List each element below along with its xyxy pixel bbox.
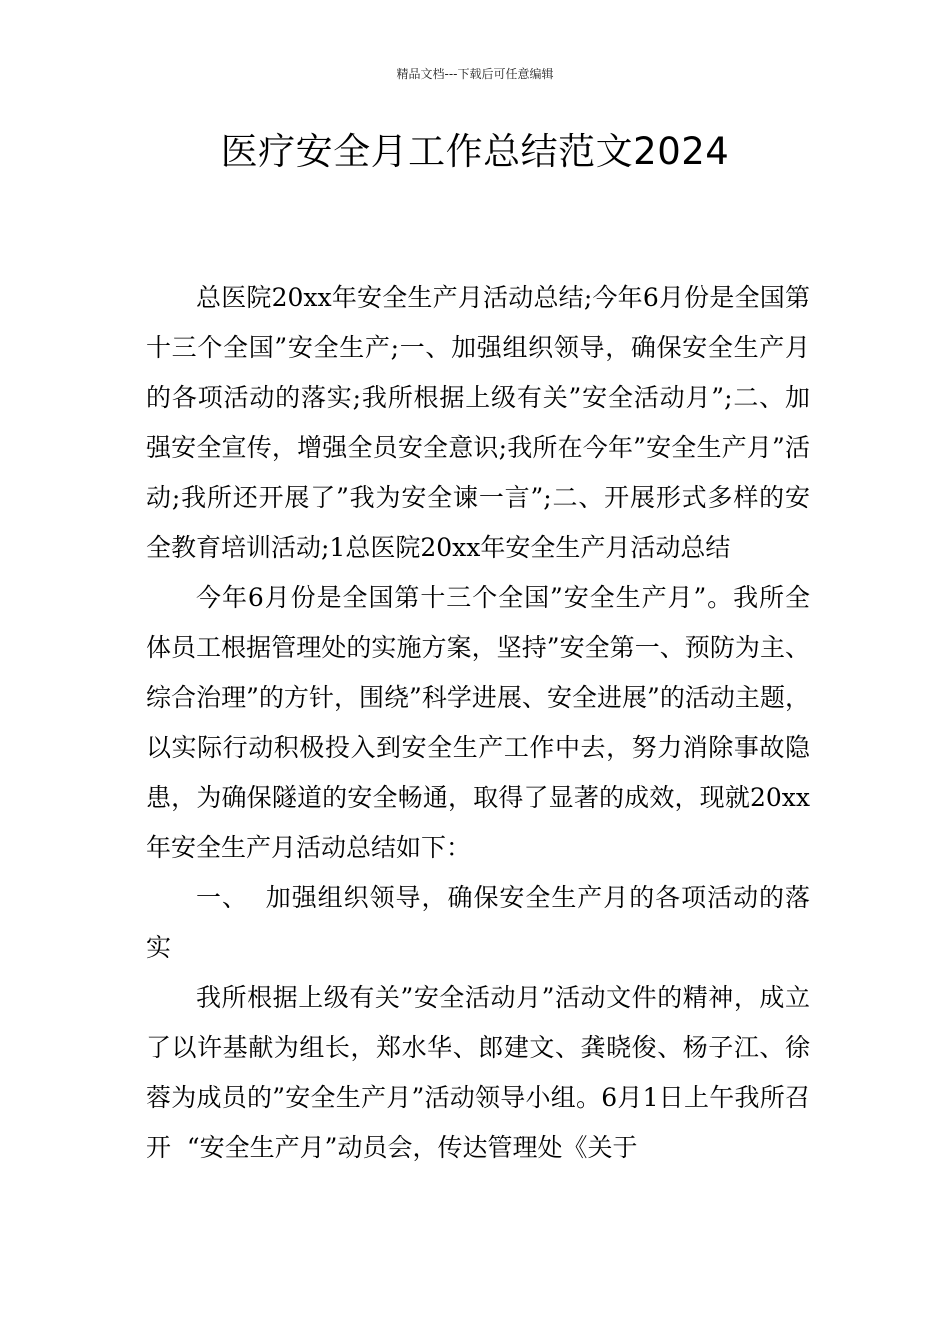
document-body — [146, 273, 810, 1173]
document-title: 医疗安全月工作总结范文2024 — [220, 130, 730, 173]
paragraph: 总医院20xx年安全生产月活动总结;今年6月份是全国第十三个全国”安全生产;一、加强组织领导，确保安全生产月的各项活动的落实;我所根据上级有关”安全活动月”;二、加强安全宣传，增强全员安全意识;我所在今年”安全生产月”活动;我所还开展了”我为安全谏一言”;二、开展形式多样的安全教育培训活动;1总医院20xx年安全生产月活动总结 — [146, 283, 810, 562]
paragraph: 今年6月份是全国第十三个全国”安全生产月”。我所全体员工根据管理处的实施方案，坚持”安全第一、预防为主、综合治理”的方针，围绕”科学进展、安全进展”的活动主题，以实际行动积极投入到安全生产工作中去，努力消除事故隐患，为确保隧道的安全畅通，取得了显著的成效，现就20xx年安全生产月活动总结如下： — [146, 583, 810, 862]
section-heading: 一、 加强组织领导，确保安全生产月的各项活动的落实 — [146, 883, 810, 962]
paragraph: 我所根据上级有关”安全活动月”活动文件的精神，成立了以许基献为组长，郑水华、郎建文、龚晓俊、杨子江、徐蓉为成员的”安全生产月”活动领导小组。6月1日上午我所召开 “安全生产月”动员会，传达管理处《关于 — [146, 983, 810, 1162]
header-note: 精品文档---下载后可任意编辑 — [396, 67, 554, 81]
